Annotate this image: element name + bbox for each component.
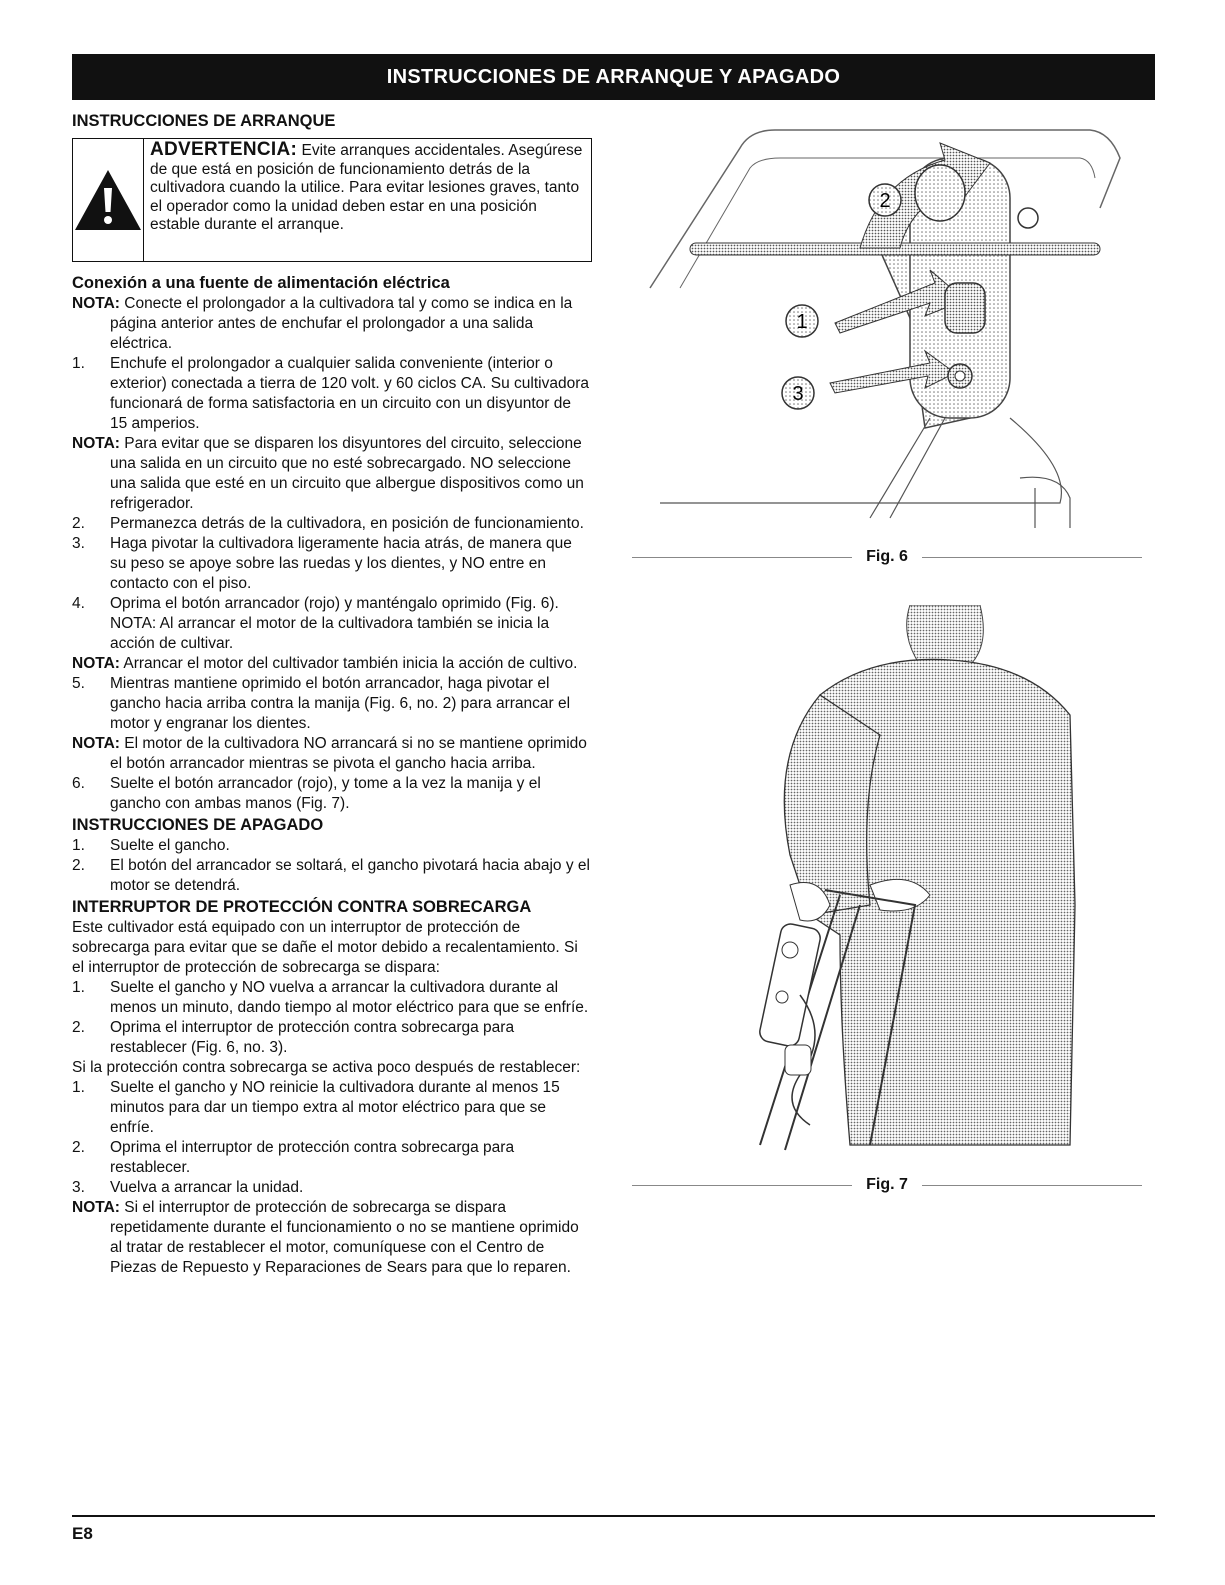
fig6-callout-3: 3 [792, 383, 804, 405]
warning-lead: Evite arranques accidentales. [301, 142, 505, 159]
note-5 [72, 1198, 592, 1278]
list-item-number: 3. [72, 535, 85, 552]
list-item-number: 2. [72, 857, 85, 874]
steps-c-list [72, 674, 592, 734]
list-item-number: 1. [72, 1079, 85, 1096]
note-label: NOTA: [72, 735, 120, 752]
fig6-callout-2: 2 [879, 190, 891, 212]
warning-body: Asegúrese de que está en posición de funcionamiento detrás de la cultivadora cuando la utilice. Para evitar lesiones graves, tanto el operador como la unidad deben estar en una posición estable durante el arranque. [150, 142, 583, 233]
fig6-caption-row [632, 548, 1142, 566]
note-label: NOTA: [72, 1199, 120, 1216]
note-text: Arrancar el motor del cultivador también inicia la acción de cultivo. [123, 655, 578, 672]
warning-title: ADVERTENCIA: [150, 139, 298, 160]
list-item-text: Permanezca detrás de la cultivadora, en posición de funcionamiento. [110, 515, 584, 532]
list-item-number: 2. [72, 515, 85, 532]
page-number: E8 [72, 1524, 93, 1543]
warning-box [72, 138, 592, 262]
left-column [72, 110, 592, 1278]
note-4 [72, 734, 592, 774]
stop-heading: INSTRUCCIONES DE APAGADO [72, 816, 324, 834]
warning-triangle-icon [73, 139, 144, 261]
list-item-number: 1. [72, 979, 85, 996]
list-item-text: Oprima el interruptor de protección contra sobrecarga para restablecer. [110, 1139, 515, 1176]
list-item-number: 1. [72, 355, 85, 372]
list-item-number: 2. [72, 1019, 85, 1036]
list-item-text: Suelte el gancho. [110, 837, 230, 854]
note-3 [72, 654, 592, 674]
fig7-caption: Fig. 7 [866, 1176, 908, 1193]
caption-rule-left [632, 1185, 852, 1186]
list-item-number: 1. [72, 837, 85, 854]
list-item-text: Vuelva a arrancar la unidad. [110, 1179, 304, 1196]
overload-steps2-list [72, 1078, 592, 1198]
list-item [72, 354, 592, 434]
connection-heading: Conexión a una fuente de alimentación eléctrica [72, 274, 450, 292]
list-item-text: Suelte el gancho y NO vuelva a arrancar la cultivadora durante al menos un minuto, dando tiempo al motor eléctrico para que se enfríe. [110, 979, 589, 1016]
list-item [72, 674, 592, 734]
caption-rule-right [922, 557, 1142, 558]
list-item-number: 5. [72, 675, 85, 692]
note-text: Conecte el prolongador a la cultivadora tal y como se indica en la página anterior antes de enchufar el prolongador a una salida eléctrica. [110, 295, 573, 352]
footer-rule [72, 1515, 1155, 1517]
overload-mid: Si la protección contra sobrecarga se activa poco después de restablecer: [72, 1059, 581, 1076]
list-item [72, 594, 592, 654]
caption-rule-right [922, 1185, 1142, 1186]
note-label: NOTA: [72, 435, 120, 452]
fig6-callout-1: 1 [796, 311, 808, 333]
list-item [72, 1018, 592, 1058]
list-item-text: Haga pivotar la cultivadora ligeramente hacia atrás, de manera que su peso se apoye sobre las ruedas y los dientes, y NO entre en contacto con el piso. [110, 535, 572, 592]
list-item [72, 774, 592, 814]
list-item-number: 4. [72, 595, 85, 612]
list-item-text: El botón del arrancador se soltará, el gancho pivotará hacia abajo y el motor se detendrá. [110, 857, 590, 894]
stop-steps-list [72, 836, 592, 896]
list-item [72, 1178, 592, 1198]
note-label: NOTA: [72, 295, 120, 312]
list-item [72, 1138, 592, 1178]
list-item-text: Oprima el interruptor de protección contra sobrecarga para restablecer (Fig. 6, no. 3). [110, 1019, 515, 1056]
warning-text [144, 139, 591, 261]
list-item [72, 836, 592, 856]
list-item [72, 856, 592, 896]
overload-intro: Este cultivador está equipado con un interruptor de protección de sobrecarga para evitar que se dañe el motor debido a recalentamiento. Si el interruptor de protección de sobrecarga se dispara: [72, 919, 578, 976]
note-text: Si el interruptor de protección de sobrecarga se dispara repetidamente durante el funcionamiento o no se mantiene oprimido al tratar de restablecer el motor, comuníquese con el Centro de Piezas de Repuesto y Reparaciones de Sears para que lo reparen. [110, 1199, 579, 1276]
fig6-caption: Fig. 6 [866, 548, 908, 565]
list-item-text: Enchufe el prolongador a cualquier salida conveniente (interior o exterior) conectada a tierra de 120 volt. y 60 ciclos CA. Su cultivadora funcionará de forma satisfactoria en un circuito con un disyuntor de 15 amperios. [110, 355, 590, 432]
note-text: El motor de la cultivadora NO arrancará si no se mantiene oprimido el botón arrancador mientras se pivota el gancho hacia arriba. [110, 735, 587, 772]
overload-heading: INTERRUPTOR DE PROTECCIÓN CONTRA SOBRECARGA [72, 898, 532, 916]
note-label: NOTA: [72, 655, 120, 672]
section-banner: INSTRUCCIONES DE ARRANQUE Y APAGADO [72, 54, 1155, 100]
steps-d-list [72, 774, 592, 814]
fig7-caption-row [632, 1176, 1142, 1194]
list-item-number: 6. [72, 775, 85, 792]
fig6-illustration [640, 118, 1130, 543]
fig7-illustration [670, 605, 1090, 1160]
start-heading: INSTRUCCIONES DE ARRANQUE [72, 112, 336, 130]
note-text: Para evitar que se disparen los disyuntores del circuito, seleccione una salida en un circuito que no esté sobrecargado. NO seleccione una salida que esté en un circuito que albergue dispositivos como un refrigerador. [110, 435, 584, 512]
overload-steps-list [72, 978, 592, 1058]
caption-rule-left [632, 557, 852, 558]
list-item-text: Suelte el gancho y NO reinicie la cultivadora durante al menos 15 minutos para dar un tiempo extra al motor eléctrico para que se enfríe. [110, 1079, 560, 1136]
list-item-text: Mientras mantiene oprimido el botón arrancador, haga pivotar el gancho hacia arriba contra la manija (Fig. 6, no. 2) para arrancar el motor y engranar los dientes. [110, 675, 571, 732]
list-item [72, 514, 592, 534]
list-item-text: Suelte el botón arrancador (rojo), y tome a la vez la manija y el gancho con ambas manos (Fig. 7). [110, 775, 541, 812]
list-item [72, 1078, 592, 1138]
note-1 [72, 294, 592, 354]
steps-b-list [72, 514, 592, 654]
list-item-number: 3. [72, 1179, 85, 1196]
note-2 [72, 434, 592, 514]
list-item-text: Oprima el botón arrancador (rojo) y manténgalo oprimido (Fig. 6). NOTA: Al arrancar el motor de la cultivadora también se inicia la acción de cultivar. [110, 595, 559, 652]
steps-a-list [72, 354, 592, 434]
list-item-number: 2. [72, 1139, 85, 1156]
list-item [72, 534, 592, 594]
list-item [72, 978, 592, 1018]
